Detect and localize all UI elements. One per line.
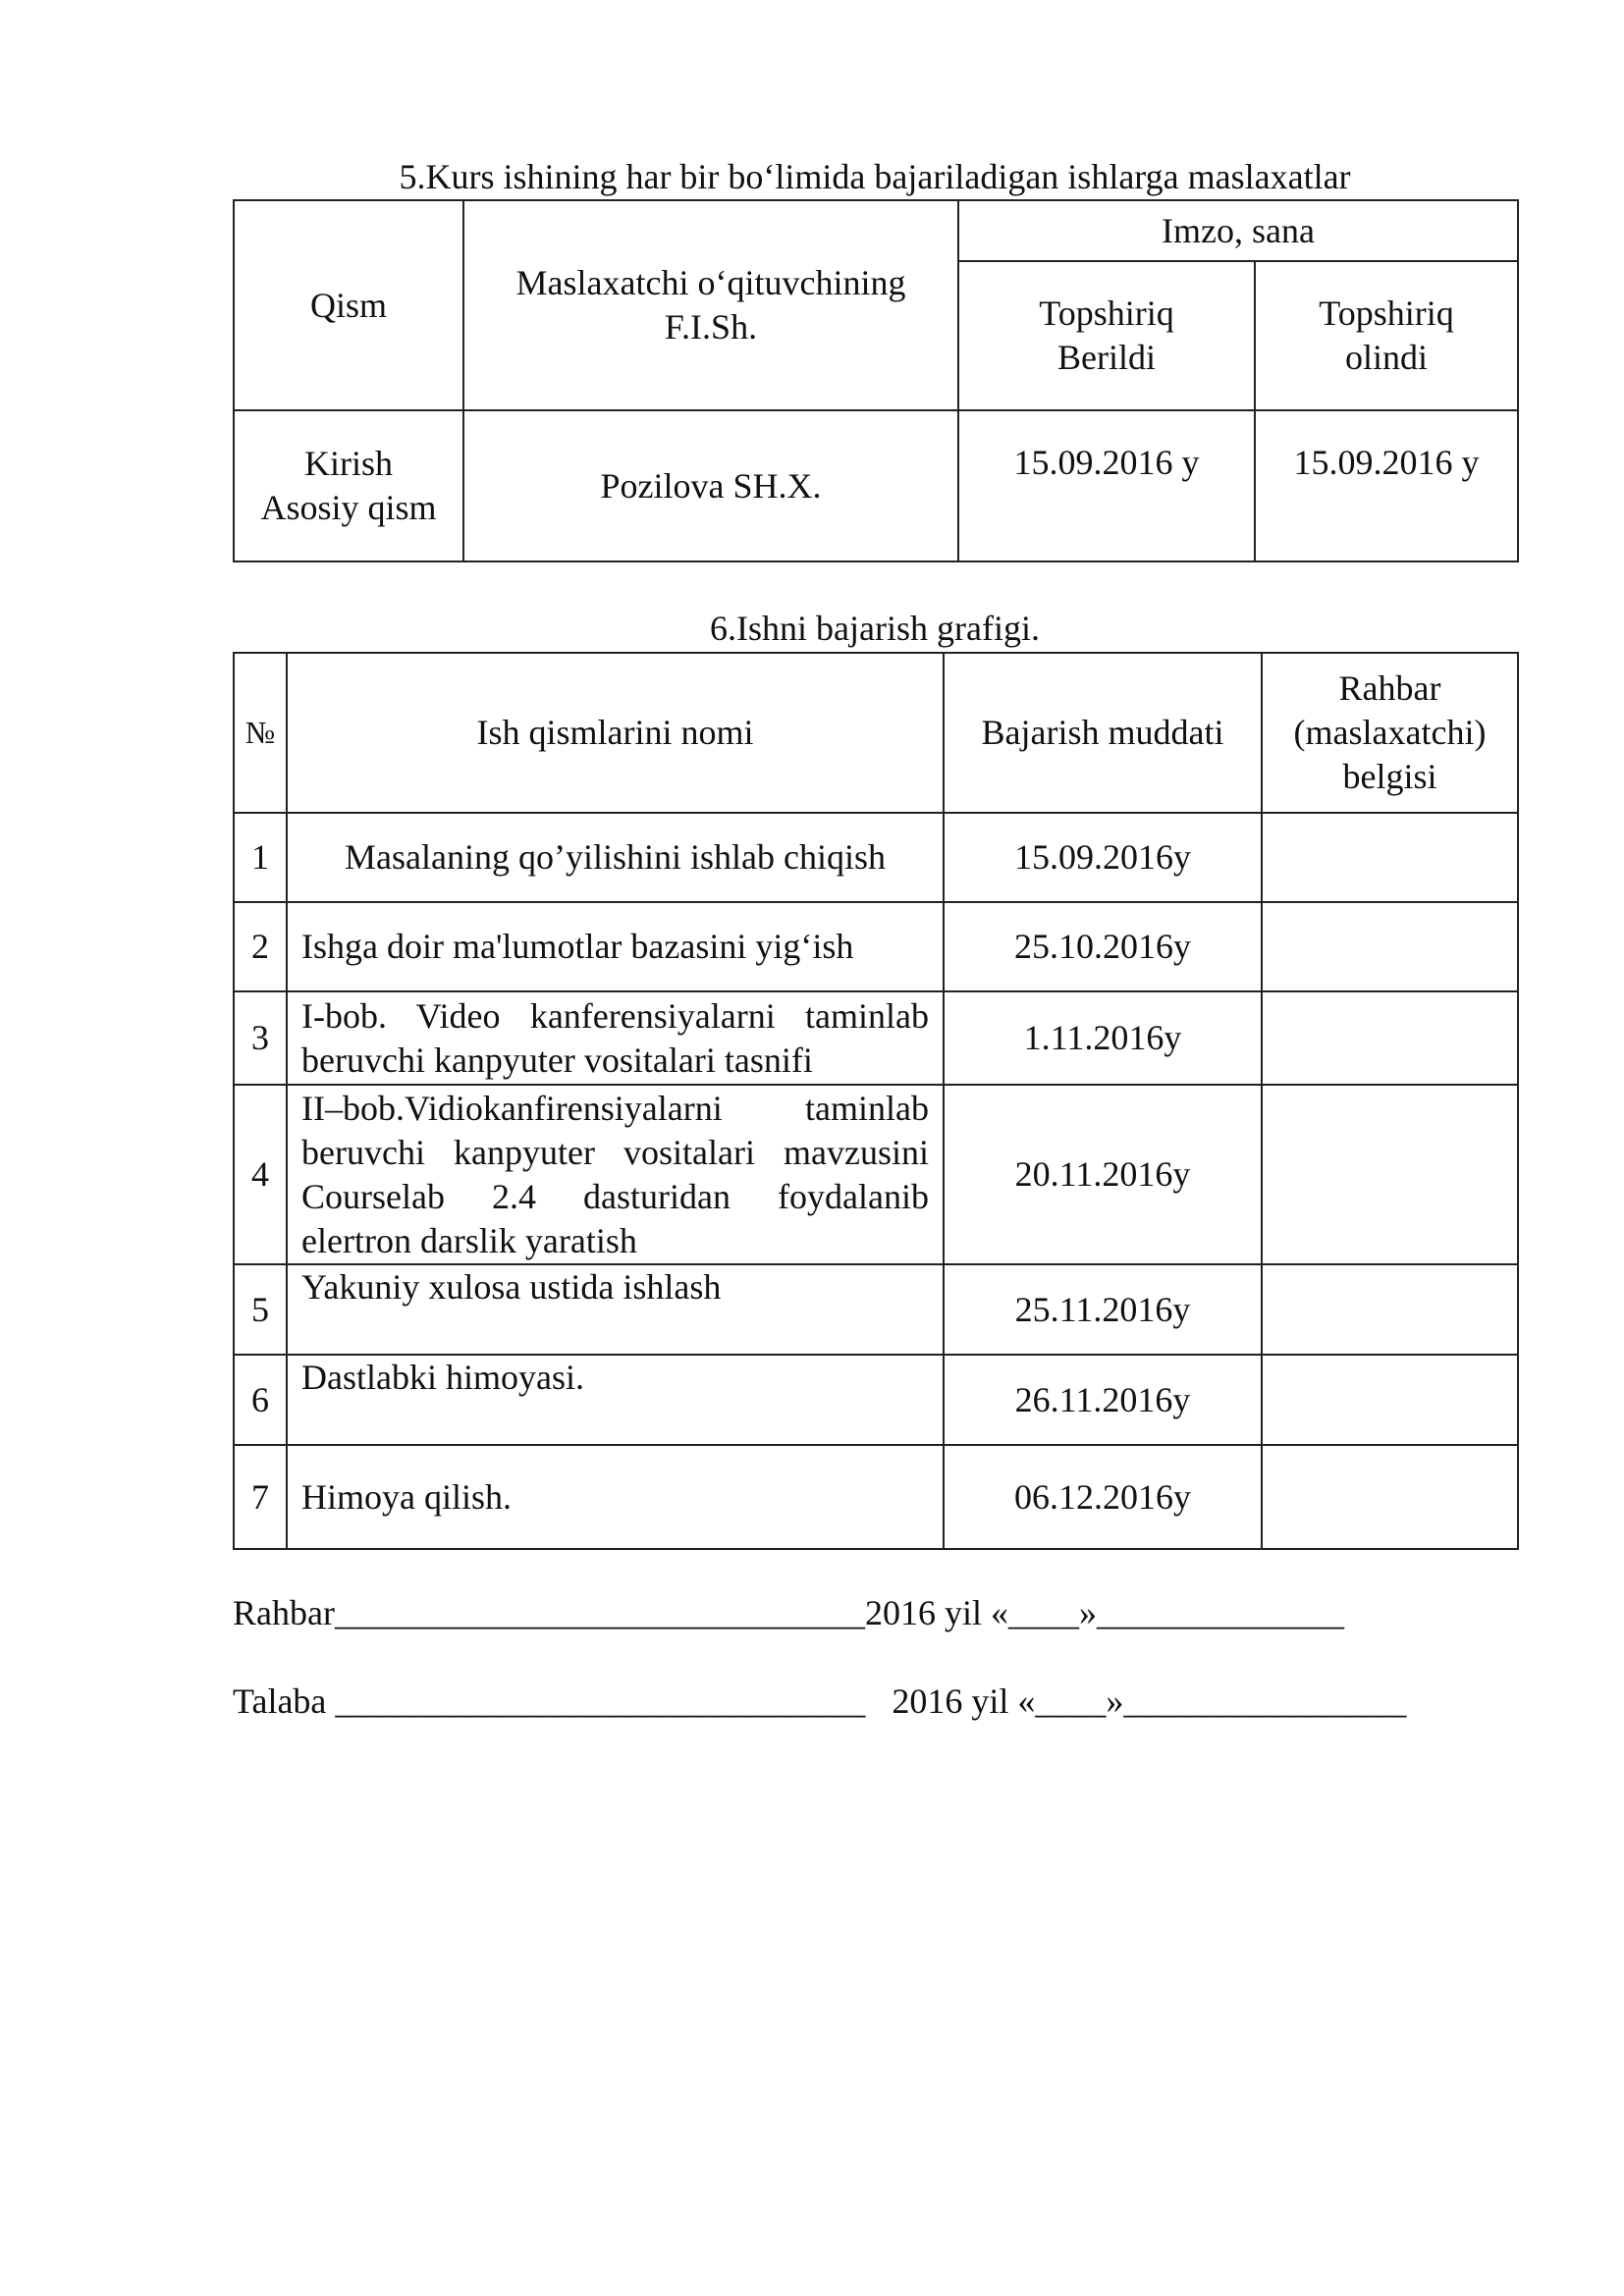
row-num: 3: [234, 991, 287, 1085]
cell-part: [234, 410, 463, 561]
row-mark: [1262, 991, 1518, 1085]
row-mark: [1262, 1355, 1518, 1445]
table-row: [234, 813, 1518, 902]
header-task-received: Topshiriq olindi: [1255, 261, 1518, 410]
header-deadline: Bajarish muddati: [944, 653, 1262, 813]
row-deadline: 26.11.2016y: [944, 1355, 1262, 1445]
part-line-2: Asosiy qism: [260, 488, 437, 527]
header-name: Ish qismlarini nomi: [287, 653, 944, 813]
header-num: №: [234, 653, 287, 813]
header-part: Qism: [234, 200, 463, 410]
section5-title: 5.Kurs ishining har bir bo‘limida bajariladigan ishlarga maslaxatlar: [399, 157, 1351, 196]
row-name: Himoya qilish.: [287, 1445, 944, 1549]
cell-received-date: 15.09.2016 y: [1255, 410, 1518, 561]
header-signature-date: Imzo, sana: [958, 200, 1518, 261]
row-name: Masalaning qo’yilishini ishlab chiqish: [287, 813, 944, 902]
table-row: [234, 1085, 1518, 1264]
table-row: [234, 1264, 1518, 1355]
row-mark: [1262, 1445, 1518, 1549]
header-advisor: Maslaxatchi o‘qituvchining F.I.Sh.: [463, 200, 958, 410]
part-line-1: Kirish: [304, 444, 393, 483]
supervisor-signature-line: Rahbar______________________________2016 yil «____»______________: [233, 1593, 1344, 1632]
cell-given-date: 15.09.2016 y: [958, 410, 1255, 561]
row-num: 7: [234, 1445, 287, 1549]
header-mark: Rahbar (maslaxatchi) belgisi: [1262, 653, 1518, 813]
row-name: Ishga doir ma'lumotlar bazasini yig‘ish: [287, 902, 944, 991]
row-name: Yakuniy xulosa ustida ishlash: [287, 1264, 944, 1355]
header-task-given: Topshiriq Berildi: [958, 261, 1255, 410]
row-mark: [1262, 902, 1518, 991]
row-num: 5: [234, 1264, 287, 1355]
schedule-table: [233, 652, 1519, 1550]
consultation-header-row: [234, 200, 1518, 261]
table-row: [234, 902, 1518, 991]
row-deadline: 25.10.2016y: [944, 902, 1262, 991]
consultation-table: [233, 199, 1519, 562]
row-name: I-bob. Video kanferensiyalarni taminlab beruvchi kanpyuter vositalari tasnifi: [287, 991, 944, 1085]
schedule-header-row: [234, 653, 1518, 813]
row-mark: [1262, 813, 1518, 902]
table-row: [234, 1355, 1518, 1445]
row-deadline: 20.11.2016y: [944, 1085, 1262, 1264]
cell-advisor: Pozilova SH.X.: [463, 410, 958, 561]
row-num: 6: [234, 1355, 287, 1445]
consultation-row: [234, 410, 1518, 561]
row-mark: [1262, 1264, 1518, 1355]
row-deadline: 15.09.2016y: [944, 813, 1262, 902]
row-num: 2: [234, 902, 287, 991]
row-num: 1: [234, 813, 287, 902]
table-row: [234, 991, 1518, 1085]
row-mark: [1262, 1085, 1518, 1264]
table-row: [234, 1445, 1518, 1549]
row-num: 4: [234, 1085, 287, 1264]
row-name: II–bob.Vidiokanfirensiyalarni taminlab beruvchi kanpyuter vositalari mavzusini Courselab 2.4 dasturidan foydalanib elertron darslik yaratish: [287, 1085, 944, 1264]
row-deadline: 25.11.2016y: [944, 1264, 1262, 1355]
student-signature-line: Talaba ______________________________ 2016 yil «____»________________: [233, 1682, 1407, 1721]
row-deadline: 06.12.2016y: [944, 1445, 1262, 1549]
row-name: Dastlabki himoyasi.: [287, 1355, 944, 1445]
section6-title: 6.Ishni bajarish grafigi.: [710, 609, 1040, 648]
row-deadline: 1.11.2016y: [944, 991, 1262, 1085]
